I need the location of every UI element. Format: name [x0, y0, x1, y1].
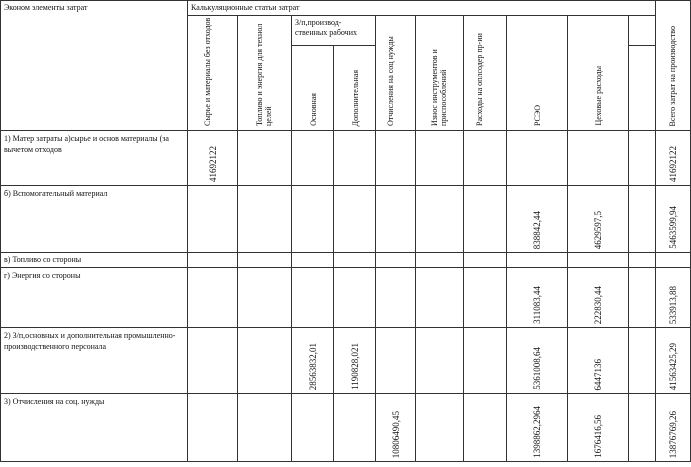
cell-social	[376, 131, 416, 186]
cell-rseo: 838842,44	[507, 186, 568, 253]
cell-shop	[568, 131, 629, 186]
row-label: 3) Отчисления на соц. нужды	[1, 394, 188, 462]
cell-additional	[334, 394, 376, 462]
cell-raw: 41692122	[188, 131, 238, 186]
col-tools-wear: Износ инструментов и приспособлений	[416, 16, 464, 131]
cell-total: 533913,88	[656, 268, 691, 328]
cell-additional	[334, 268, 376, 328]
total-header: Всего затрат на производство	[656, 1, 691, 131]
cell-total: 5463599,94	[656, 186, 691, 253]
row-label: 2) З/п,основных и дополнительная промышленно-производственного персонала	[1, 328, 188, 394]
cell-social	[376, 186, 416, 253]
col-equipment-costs: Расходы на оплсодер пр-ии	[464, 16, 507, 131]
cell-basic	[292, 268, 334, 328]
cell-rseo	[507, 131, 568, 186]
cell-additional	[334, 186, 376, 253]
cell-raw	[188, 186, 238, 253]
table-row	[1, 253, 691, 268]
col-fuel-energy: Топливо и энергия для технол целей	[238, 16, 292, 131]
cell-total: 41692122	[656, 131, 691, 186]
cell-shop: 4629597,5	[568, 186, 629, 253]
cell-basic	[292, 186, 334, 253]
cell-raw	[188, 328, 238, 394]
row-label: 1) Матер затраты а)сырье и основ материалы (за вычетом отходов	[1, 131, 188, 186]
table-row	[1, 186, 691, 253]
cell-raw	[188, 268, 238, 328]
table-row	[1, 328, 691, 394]
cell-additional: 1190828,021	[334, 328, 376, 394]
cell-rseo: 1398862,2964	[507, 394, 568, 462]
wages-group-header: З/п,производ-ственных рабочих	[292, 16, 376, 46]
col-wages-basic: Основная	[292, 46, 334, 131]
cell-social	[376, 268, 416, 328]
col-wages-additional: Дополнительная	[334, 46, 376, 131]
cell-social	[376, 328, 416, 394]
table-row	[1, 394, 691, 462]
col-social: Отчисления на соц нужды	[376, 16, 416, 131]
cell-additional	[334, 131, 376, 186]
col-rseo: РСЭО	[507, 16, 568, 131]
cell-rseo: 5361008,64	[507, 328, 568, 394]
cell-total: 41563425,29	[656, 328, 691, 394]
cell-basic	[292, 131, 334, 186]
col-raw-materials: Сырье и материалы без отходов	[188, 16, 238, 131]
cell-basic	[292, 394, 334, 462]
row-label: в) Топливо со стороны	[1, 253, 188, 268]
cell-basic: 28563832,01	[292, 328, 334, 394]
col-shop-costs: Цеховые расходы	[568, 16, 629, 131]
table-row	[1, 131, 691, 186]
cell-shop: 222830,44	[568, 268, 629, 328]
row-label: б) Вспомогательный материал	[1, 186, 188, 253]
calc-items-header: Калькуляционные статьи затрат	[188, 1, 656, 16]
elements-header: Эконом элементы затрат	[1, 1, 188, 131]
cell-shop: 6447136	[568, 328, 629, 394]
cell-shop: 1676416,56	[568, 394, 629, 462]
row-label: г) Энергия со стороны	[1, 268, 188, 328]
cell-raw	[188, 394, 238, 462]
cell-total: 13876769,26	[656, 394, 691, 462]
cell-social: 10806490,45	[376, 394, 416, 462]
cell-rseo: 311083,44	[507, 268, 568, 328]
table-row	[1, 268, 691, 328]
